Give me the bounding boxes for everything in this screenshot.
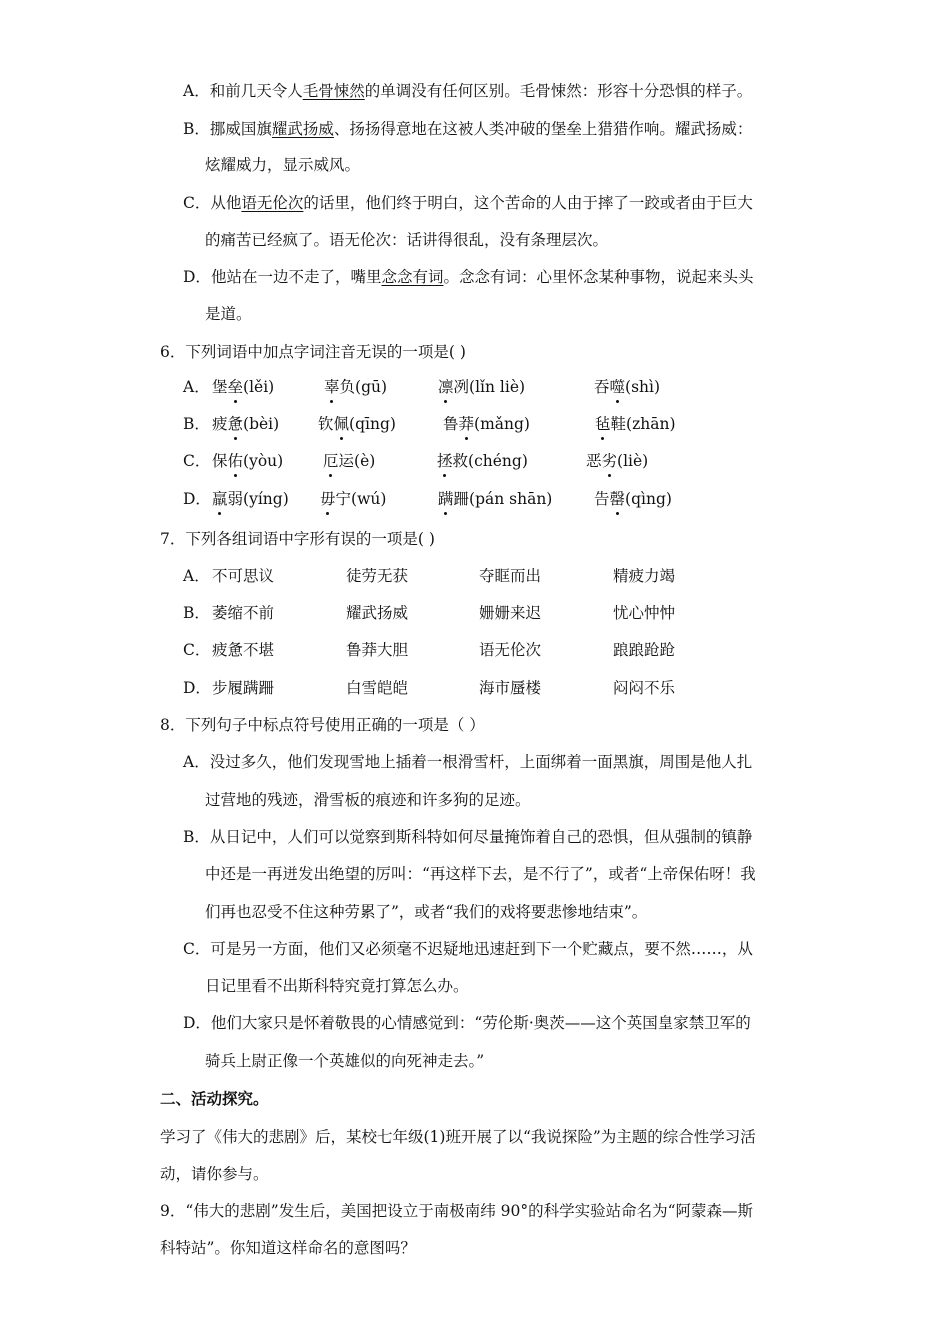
q5-option-d-cont: 是道。 — [205, 305, 252, 323]
word: 鲁莽大胆 — [346, 641, 409, 659]
option-letter: C． — [183, 641, 211, 659]
word: 海市蜃楼 — [479, 679, 542, 697]
word: 精疲力竭 — [613, 567, 676, 585]
word: 姗姗来迟 — [479, 604, 542, 622]
section-heading: 二、活动探究。 — [160, 1089, 269, 1108]
q8-option-a-cont: 过营地的残迹，滑雪板的痕迹和许多狗的足迹。 — [205, 791, 531, 809]
q8-option-b-cont: 们再也忍受不住这种劳累了”，或者“我们的戏将要悲惨地结束”。 — [205, 903, 648, 921]
q5-option-c: C．从他语无伦次的话里，他们终于明白，这个苦命的人由于摔了一跤或者由于巨大 — [183, 194, 753, 212]
q9-stem-cont: 科特站”。你知道这样命名的意图吗？ — [160, 1239, 416, 1257]
q5-option-c-cont: 的痛苦已经疯了。语无伦次：话讲得很乱，没有条理层次。 — [205, 231, 609, 249]
q7-stem: 7．下列各组词语中字形有误的一项是( ) — [160, 530, 435, 548]
underlined-term: 念念有词 — [381, 268, 444, 286]
underlined-term: 毛骨悚然 — [302, 82, 365, 100]
q5-option-b: B．挪威国旗耀武扬威、扬扬得意地在这被人类冲破的堡垒上猎猎作响。耀武扬威： — [183, 120, 753, 138]
pinyin-item: 告罄(qìng) — [594, 490, 672, 508]
q6-stem: 6．下列词语中加点字词注音无误的一项是( ) — [160, 343, 466, 361]
pinyin-item: 毋宁(wú) — [320, 490, 387, 508]
pinyin-item: 蹒跚(pán shān) — [438, 490, 553, 508]
word: 踉踉跄跄 — [613, 641, 676, 659]
option-letter: A． — [183, 567, 210, 585]
pinyin-item: 羸弱(yíng) — [212, 490, 289, 508]
word: 语无伦次 — [479, 641, 542, 659]
word: 不可思议 — [212, 567, 275, 585]
pinyin-item: 毡鞋(zhān) — [595, 415, 676, 433]
pinyin-item: 拯救(chéng) — [437, 452, 528, 470]
word: 萎缩不前 — [212, 604, 275, 622]
pinyin-item: 吞噬(shì) — [594, 378, 661, 396]
pinyin-item: 保佑(yòu) — [212, 452, 284, 470]
pinyin-item: 钦佩(qīng) — [318, 415, 396, 433]
pinyin-item: 鲁莽(mǎng) — [443, 415, 530, 433]
section-intro-cont: 动，请你参与。 — [160, 1165, 269, 1183]
word: 徒劳无获 — [346, 567, 409, 585]
q5-option-b-cont: 炫耀威力，显示威风。 — [205, 156, 361, 174]
q8-option-b: B．从日记中，人们可以觉察到斯科特如何尽量掩饰着自己的恐惧，但从强制的镇静 — [183, 828, 753, 846]
option-letter: D． — [183, 490, 211, 508]
word: 忧心忡忡 — [613, 604, 676, 622]
option-letter: A． — [183, 378, 210, 396]
q5-option-a: A．和前几天令人毛骨悚然的单调没有任何区别。毛骨悚然：形容十分恐惧的样子。 — [183, 82, 753, 100]
q8-option-c-cont: 日记里看不出斯科特究竟打算怎么办。 — [205, 977, 469, 995]
option-letter: B． — [183, 415, 210, 433]
word: 白雪皑皑 — [346, 679, 409, 697]
word: 耀武扬威 — [346, 604, 409, 622]
q9-stem: 9．“伟大的悲剧”发生后，美国把设立于南极南纬 90°的科学实验站命名为“阿蒙森—斯 — [160, 1202, 754, 1220]
q8-option-a: A．没过多久，他们发现雪地上插着一根滑雪杆，上面绑着一面黑旗，周围是他人扎 — [183, 753, 753, 771]
q5-option-d: D．他站在一边不走了，嘴里念念有词。念念有词：心里怀念某种事物，说起来头头 — [183, 268, 754, 286]
underlined-term: 语无伦次 — [241, 194, 304, 212]
pinyin-item: 厄运(è) — [323, 452, 376, 470]
underlined-term: 耀武扬威 — [271, 120, 334, 138]
word: 步履蹒跚 — [212, 679, 275, 697]
q8-option-b-cont: 中还是一再迸发出绝望的厉叫：“再这样下去，是不行了”，或者“上帝保佑呀！我 — [205, 865, 756, 883]
q8-option-d: D．他们大家只是怀着敬畏的心情感觉到：“劳伦斯·奥茨——这个英国皇家禁卫军的 — [183, 1014, 751, 1032]
option-letter: D． — [183, 679, 211, 697]
q8-option-c: C．可是另一方面，他们又必须毫不迟疑地迅速赶到下一个贮藏点，要不然……，从 — [183, 940, 753, 958]
word: 夺眶而出 — [479, 567, 542, 585]
word: 疲惫不堪 — [212, 641, 275, 659]
option-letter: B． — [183, 604, 210, 622]
pinyin-item: 恶劣(liè) — [586, 452, 649, 470]
q8-stem: 8．下列句子中标点符号使用正确的一项是（ ） — [160, 716, 485, 734]
pinyin-item: 堡垒(lěi) — [212, 378, 275, 396]
pinyin-item: 凛冽(lǐn liè) — [438, 378, 526, 396]
word: 闷闷不乐 — [613, 679, 676, 697]
pinyin-item: 疲惫(bèi) — [212, 415, 280, 433]
section-intro: 学习了《伟大的悲剧》后，某校七年级(1)班开展了以“我说探险”为主题的综合性学习活 — [160, 1128, 756, 1146]
q8-option-d-cont: 骑兵上尉正像一个英雄似的向死神走去。” — [205, 1052, 485, 1070]
option-letter: C． — [183, 452, 211, 470]
pinyin-item: 辜负(gū) — [324, 378, 388, 396]
